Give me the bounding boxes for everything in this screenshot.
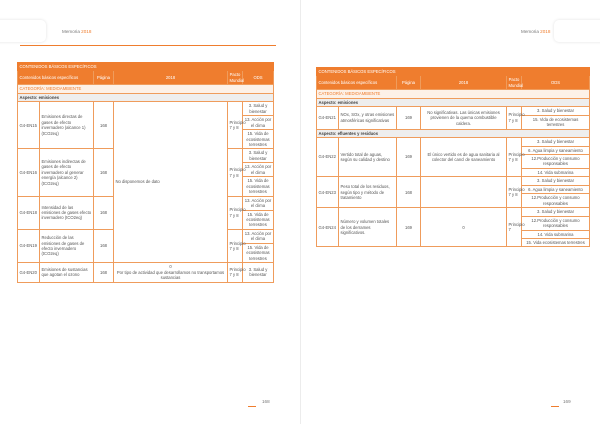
left-header-rule <box>20 45 276 46</box>
page-number: 169 <box>563 399 571 404</box>
category-row: CATEGORÍA: MEDIOAMBIENTE <box>317 90 590 98</box>
col-pagina: Página <box>94 71 114 85</box>
table-row: G4-EN23 Peso total de los residuos, según tipo y método de tratamiento 168 Principio 7 y 8 3. Salud y bienestar <box>317 177 590 185</box>
footer-rule <box>551 406 559 407</box>
left-page-tab <box>0 20 46 42</box>
right-page <box>300 0 600 424</box>
col-contenidos: Contenidos básicos específicos <box>18 71 94 85</box>
col-pacto: Pacto Mundial <box>229 72 245 83</box>
col-2018: 2018 <box>114 71 228 85</box>
table-row: G4-EN18 Intensidad de las emisiones de gases efecto invernadero (tCO2eq) 168 Principio 7 y 8 13. Acción por el clima <box>18 196 274 210</box>
left-header: Memoria 2018 <box>62 29 92 34</box>
col-ods: ODS <box>243 71 274 85</box>
col-contenidos: Contenidos básicos específicos <box>317 76 397 90</box>
section-row: Aspecto: efluentes y residuos <box>317 129 590 137</box>
table-row: G4-EN24 Número y volumen totales de los derrames significativos. 169 0 Principio 7 3. Salud y bienestar <box>317 208 590 216</box>
page-number: 168 <box>262 399 270 404</box>
right-header: Memoria 2018 <box>521 29 551 34</box>
table-row: G4-EN20 Emisiones de sustancias que agotan el ozono 168 0 Por tipo de actividad que desarrollamos no transportamos sustancias Principio 7 y 8 3. Salud y bienestar <box>18 263 274 282</box>
col-ods: ODS <box>522 76 590 90</box>
col-2018: 2018 <box>421 76 507 90</box>
right-page-tab <box>554 20 600 42</box>
col-pacto: Pacto Mundial <box>508 77 524 88</box>
footer-rule <box>248 406 256 407</box>
table-row: G4-EN15 Emisiones directas de gases de efecto invernadero (alcance 1) (tCO2eq) 168 No disponemos de dato Principio 7 y 8 3. Salud y bienestar <box>18 102 274 116</box>
category-row: CATEGORÍA: MEDIOAMBIENTE <box>18 85 274 93</box>
table-row: G4-EN16 Emisiones indirectas de gases de efecto invernadero al generar energía (alcance 2) (tCO2eq) 168 Principio 7 y 8 3. Salud y bienestar <box>18 149 274 163</box>
section-row: Aspecto: emisiones <box>317 98 590 106</box>
table-title: CONTENIDOS BÁSICOS ESPECÍFICOS <box>18 63 274 71</box>
table-row: G4-EN22 Vertido total de aguas, según su calidad y destino 169 El único vertido es de agua sanitaria al colector del cancl de saneamiento Principio 7 y 8 3. Salud y bienestar <box>317 138 590 146</box>
col-pagina: Página <box>397 76 421 90</box>
left-gri-table: CONTENIDOS BÁSICOS ESPECÍFICOS Contenidos básicos específicos Página 2018 Pacto Mundial ODS CATEGORÍA: MEDIOAMBIENTE Aspecto: emisiones G4-EN15 Emisiones directas de gases de efecto invernadero (alcance 1) (tCO2eq) 168 No disponemos de dato Principio 7 y 8 3. Salud y bienestar 13. Acción por el clima 15. Vida de ecosistemas terrestres G4-EN16 Emisiones indirectas de gases de efecto invernadero al generar energía (alcance 2) (tCO2eq) 168 Principio 7 y 8 3. Salud y bienestar 13. Acción por el clima 15. Vida de ecosistemas terrestres G4-EN18 Intensidad de las emisiones de gases efecto invernadero (tCO2eq) 168 Principio 7 y 8 13. Acción por el clima 15. Vida de ecosistemas terrestres G4-EN19 Reducción de las emisiones de gases de efecto invernadero (tCO2eq) 168 Principio 7 y 8 13. Acción por el clima 15. Vida de ecosistemas terrestres G4-EN20 Emisiones de sustancias que agotan el ozono 168 0 Por tipo de actividad que desarrollamos no transportamos sustancias Principio 7 y 8 3. Salud y bienestar <box>17 62 274 283</box>
merged-2018-cell: No disponemos de dato <box>114 102 228 263</box>
section-row: Aspecto: emisiones <box>18 93 274 101</box>
table-title: CONTENIDOS BÁSICOS ESPECÍFICOS <box>317 68 590 76</box>
right-gri-table: CONTENIDOS BÁSICOS ESPECÍFICOS Contenidos básicos específicos Página 2018 Pacto Mundial ODS CATEGORÍA: MEDIOAMBIENTE Aspecto: emisiones G4-EN21 NOx, SOx, y otras emisiones atmosféricas significativas 169 No significativas. Las únicas emisiones provienen de la quema combustible caldera. Principio 7 y 8 3. Salud y bienestar 15. Vida de ecosistemas terrestres Aspecto: efluentes y residuos G4-EN22 Vertido total de aguas, según su calidad y destino 169 El único vertido es de agua sanitaria al colector del cancl de saneamiento Principio 7 y 8 3. Salud y bienestar 6. Agua limpia y saneamiento 12.Producción y consumo responsables 14. Vida submarina G4-EN23 Peso total de los residuos, según tipo y método de tratamiento 168 Principio 7 y 8 3. Salud y bienestar 6. Agua limpia y saneamiento 12.Producción y consumo responsables G4-EN24 Número y volumen totales de los derrames significativos. 169 0 Principio 7 3. Salud y bienestar 12.Producción y consumo responsables 14. Vida submarina 15. Vida ecosistemas terrestres <box>316 67 590 247</box>
